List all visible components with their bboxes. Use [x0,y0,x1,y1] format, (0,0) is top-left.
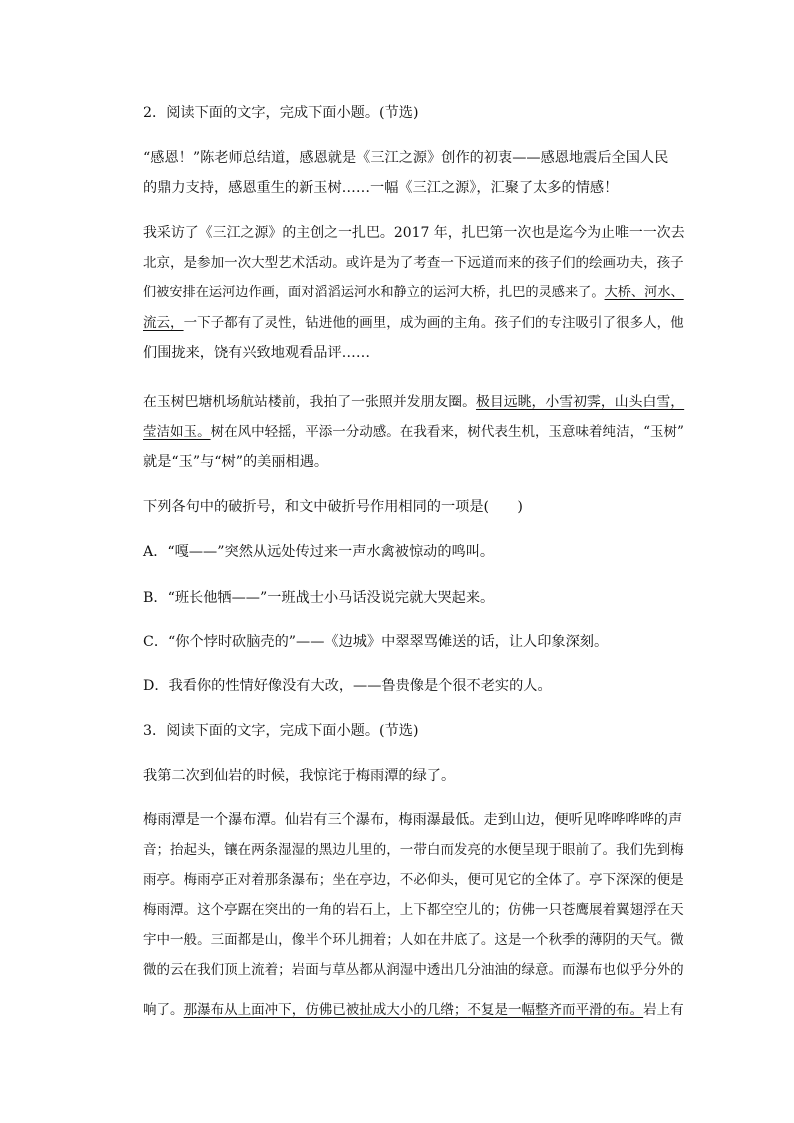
q2-passage-line: 的鼎力支持，感恩重生的新玉树……一幅《三江之源》，汇聚了太多的情感！ [143,180,619,196]
q3-passage-line: 雨亭。梅雨亭正对着那条瀑布；坐在亭边，不必仰头，便可见它的全体了。亭下深深的便是 [143,872,684,888]
q2-passage-text: 一下子都有了灵性，钻进他的画里，成为画的主角。孩子们的专注吸引了很多人，他 [183,315,684,331]
q2-passage-text: 们被安排在运河边作画，面对滔滔运河水和静立的运河大桥，扎巴的灵感来了。 [143,285,605,300]
underlined-text: 那瀑布从上面冲下，仿佛已被扯成大小的几绺； [183,1002,468,1018]
underlined-text: 不复是一幅整齐而平滑的布。 [467,1002,644,1018]
question-3-heading: 3．阅读下面的文字，完成下面小题。(节选) [143,723,419,739]
q3-passage-text: 岩上有 [643,1002,684,1018]
option-d: D．我看你的性情好像没有大改，——鲁贵像是个很不老实的人。 [143,678,552,694]
underlined-text: 莹洁如玉。 [143,424,211,440]
q2-passage-line: “感恩！”陈老师总结道，感恩就是《三江之源》创作的初衷——感恩地震后全国人民 [143,150,669,166]
underlined-text: 极目远眺，小雪初霁，山头白雪， [476,394,685,410]
q2-passage-text: 在玉树巴塘机场航站楼前，我拍了一张照并发朋友圈。 [143,394,477,410]
question-2-heading: 2．阅读下面的文字，完成下面小题。(节选) [143,105,419,121]
q2-passage-line: 就是“玉”与“树”的美丽相遇。 [143,454,329,470]
option-a: A．“嘎——”突然从远处传过来一声水禽被惊动的鸣叫。 [143,544,495,560]
q3-passage-line: 音；抬起头，镶在两条湿湿的黑边儿里的，一带白而发亮的水便呈现于眼前了。我们先到梅 [143,842,684,858]
q2-passage-text: 树在风中轻摇，平添一分动感。在我看来，树代表生机，玉意味着纯洁，“玉树” [210,424,684,440]
q3-passage-text: 响了。 [143,1002,184,1018]
underlined-text: 流云， [143,315,184,331]
option-b: B．“班长他牺——”一班战士小马话没说完就大哭起来。 [143,590,495,606]
q2-passage-line [143,313,684,333]
q2-passage-line [143,283,684,303]
q2-passage-line: 们围拢来，饶有兴致地观看品评…… [143,345,371,361]
underlined-text: 大桥、河水、 [604,285,684,300]
q3-passage-line: 梅雨潭是一个瀑布潭。仙岩有三个瀑布，梅雨瀑最低。走到山边，便听见哗哗哗哗的声 [143,812,683,828]
question-2-stem: 下列各句中的破折号，和文中破折号作用相同的一项是( ) [143,499,523,515]
q3-passage-line [143,1000,684,1020]
q2-passage-line: 我采访了《三江之源》的主创之一扎巴。2017 年，扎巴第一次也是迄今为止唯一一次去 [143,225,685,241]
q2-passage-line [143,422,684,442]
q3-passage-line: 梅雨潭。这个亭踞在突出的一角的岩石上，上下都空空儿的；仿佛一只苍鹰展着翼翅浮在天 [143,902,684,918]
q2-passage-line: 北京，是参加一次大型艺术活动。或许是为了考查一下远道而来的孩子们的绘画功夫，孩子 [143,255,684,271]
q2-passage-line [143,392,684,412]
q3-passage-line: 我第二次到仙岩的时候，我惊诧于梅雨潭的绿了。 [143,768,456,784]
q3-passage-line: 微的云在我们顶上流着；岩面与草丛都从润湿中透出几分油油的绿意。而瀑布也似乎分外的 [143,962,684,978]
option-c: C．“你个悖时砍脑壳的”——《边城》中翠翠骂傩送的话，让人印象深刻。 [143,634,609,650]
q3-passage-line: 宇中一般。三面都是山，像半个环儿拥着；人如在井底了。这是一个秋季的薄阴的天气。微 [143,932,684,948]
